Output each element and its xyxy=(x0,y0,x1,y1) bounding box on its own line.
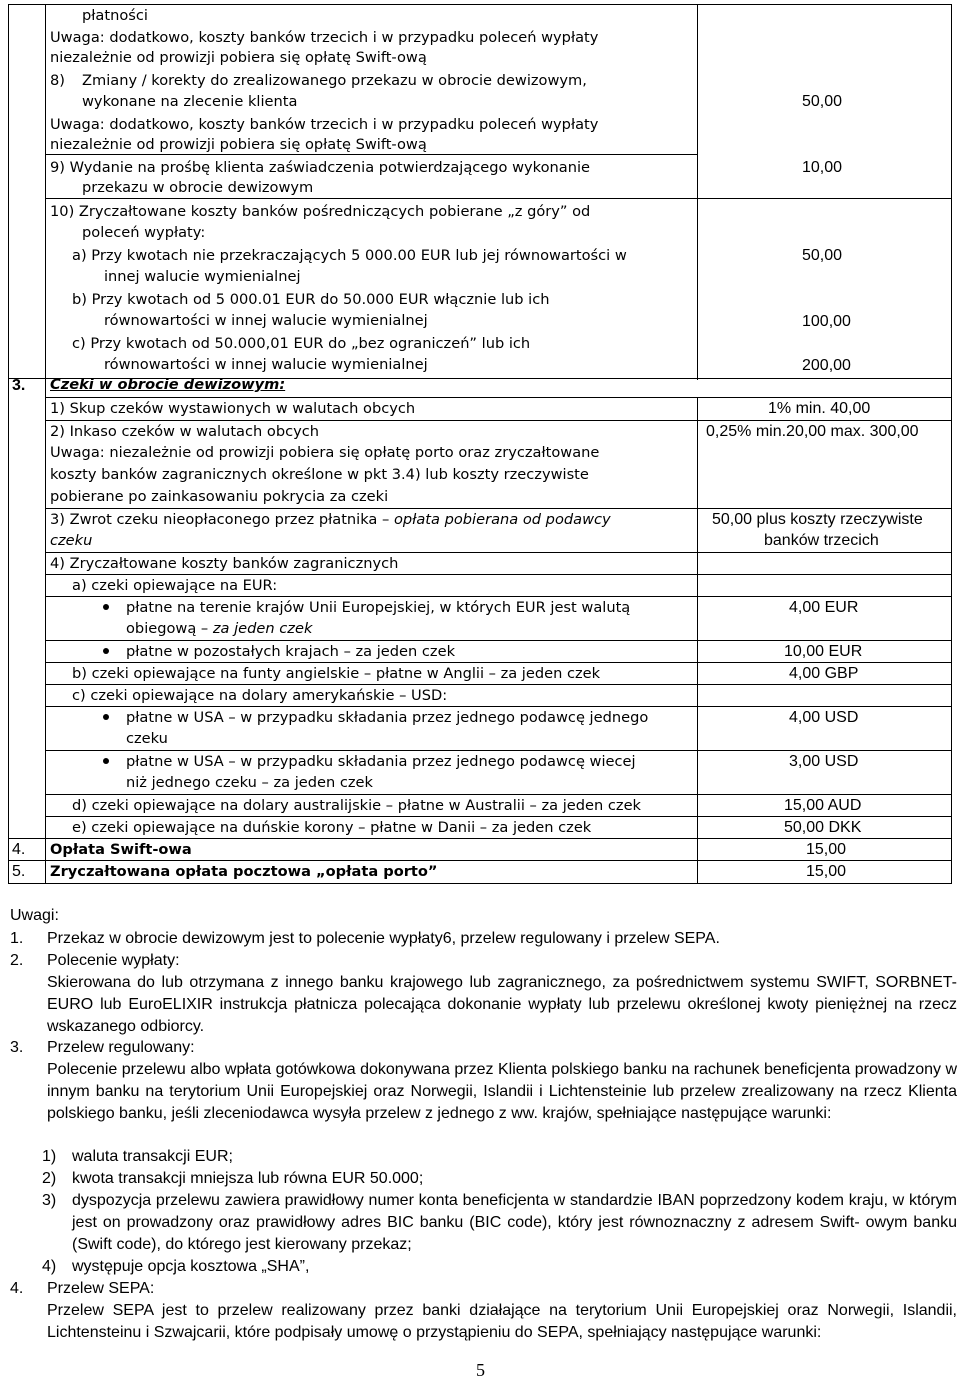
cell-text: a) Przy kwotach nie przekraczających 5 000.00 EUR lub jej równowartości w xyxy=(72,247,627,264)
note-body: Polecenie przelewu albo wpłata gotówkowa dokonywana przez Klienta polskiego banku na rachunek beneficjenta prowadzony w innym banku na terytorium Unii Europejskiej oraz Norwegii, Islandii i Lichtensteinie lub przelew zrealizowany na rzecz Klienta polskiego banku, jeśli zleceniodawca wysyła przelew z jednego z ww. krajów, spełniające następujące warunki: xyxy=(47,1061,957,1122)
cell-text: niż jednego czeku – za jeden czek xyxy=(126,774,373,791)
cell-value: 10,00 xyxy=(802,159,843,176)
bullet-icon xyxy=(103,648,109,654)
note-title: Polecenie wypłaty: xyxy=(47,952,180,969)
bullet-icon xyxy=(103,604,109,610)
cell-text: Uwaga: dodatkowo, koszty banków trzecich i w przypadku poleceń wypłaty xyxy=(50,29,599,46)
cell-text: 2) Inkaso czeków w walutach obcych xyxy=(50,423,320,440)
table-border-bottom xyxy=(8,883,952,884)
page-number: 5 xyxy=(476,1360,485,1380)
cell-text: innej walucie wymienialnej xyxy=(104,268,301,285)
cell-value: 10,00 EUR xyxy=(784,643,863,660)
table-border-right xyxy=(951,4,952,884)
section-title: Zryczałtowana opłata pocztowa „opłata porto” xyxy=(50,863,438,880)
cell-text: niezależnie od prowizji pobiera się opłatę Swift-ową xyxy=(50,136,427,153)
bullet-icon xyxy=(103,714,109,720)
table-border-left xyxy=(8,4,9,884)
bullet-icon xyxy=(103,758,109,764)
cell-text: koszty banków zagranicznych określone w pkt 3.4) lub koszty rzeczywiste xyxy=(50,466,589,483)
note-body: Skierowana do lub otrzymana z innego banku krajowego lub zagranicznego, za pośrednictwem systemu SWIFT, SORBNET-EURO lub EuroELIXIR instrukcja płatnicza polecająca dokonanie wypłaty lub przelewu określonej kwoty pieniężnej na rzecz wskazanego odbiorcy. xyxy=(47,974,957,1035)
cell-text: 9) Wydanie na prośbę klienta zaświadczenia potwierdzającego wykonanie xyxy=(50,159,591,176)
cell-text: czeku xyxy=(50,532,93,549)
list-item: dyspozycja przelewu zawiera prawidłowy numer konta beneficjenta w standardzie IBAN poprzedzony kodem kraju, w którym jest on prowadzony oraz prawidłowy adres BIC banku (BIC code), który jest równoznaczny z adresem Swift- owym banku (Swift code), do którego jest kierowany przekaz; xyxy=(72,1192,957,1253)
table-border-top xyxy=(8,4,952,5)
cell-text: 4) Zryczałtowane koszty banków zagranicznych xyxy=(50,555,399,572)
note-number: 1. xyxy=(10,930,24,947)
cell-value: 1% min. 40,00 xyxy=(768,400,871,417)
cell-text: płatne w pozostałych krajach – za jeden czek xyxy=(126,643,456,660)
note-body: Przelew SEPA jest to przelew realizowany przez banki działające na terytorium Unii Europejskiej oraz Norwegii, Islandii, Lichtensteinu i Szwajcarii, które podpisały umowę o przystąpieniu do SEPA, spełniający następujące warunki: xyxy=(47,1302,957,1341)
cell-text: płatne na terenie krajów Unii Europejskiej, w których EUR jest walutą xyxy=(126,599,631,616)
list-item: kwota transakcji mniejsza lub równa EUR 50.000; xyxy=(72,1170,424,1187)
cell-text: Uwaga: niezależnie od prowizji pobiera się opłatę porto oraz zryczałtowane xyxy=(50,444,600,461)
cell-text: 10) Zryczałtowane koszty banków pośredniczących pobierane „z góry” od xyxy=(50,203,591,220)
cell-text: Zmiany / korekty do zrealizowanego przekazu w obrocie dewizowym, xyxy=(82,72,587,89)
cell-value: 15,00 xyxy=(806,841,847,858)
cell-text: b) Przy kwotach od 5 000.01 EUR do 50.000 EUR włącznie lub ich xyxy=(72,291,550,308)
cell-value: 4,00 GBP xyxy=(789,665,859,682)
list-number: 4) xyxy=(42,1258,57,1275)
cell-text: wykonane na zlecenie klienta xyxy=(82,93,298,110)
cell-text: c) Przy kwotach od 50.000,01 EUR do „bez ograniczeń” lub ich xyxy=(72,335,531,352)
cell-text: niezależnie od prowizji pobiera się opłatę Swift-ową xyxy=(50,49,427,66)
note-number: 2. xyxy=(10,952,24,969)
cell-value: 100,00 xyxy=(802,313,851,330)
cell-value: 50,00 DKK xyxy=(784,819,862,836)
cell-text: 1) Skup czeków wystawionych w walutach obcych xyxy=(50,400,416,417)
list-item: występuje opcja kosztowa „SHA”, xyxy=(72,1258,310,1275)
table-column-divider xyxy=(697,4,698,380)
cell-text: równowartości w innej walucie wymienialnej xyxy=(104,356,428,373)
cell-value: banków trzecich xyxy=(764,532,879,549)
table-number-column-divider xyxy=(45,4,46,884)
cell-text: a) czeki opiewające na EUR: xyxy=(72,577,278,594)
section-title: Opłata Swift-owa xyxy=(50,841,192,858)
cell-text: poleceń wypłaty: xyxy=(82,224,206,241)
cell-value: 0,25% min.20,00 max. 300,00 xyxy=(706,423,919,440)
cell-value: 3,00 USD xyxy=(789,753,859,770)
cell-text: płatności xyxy=(82,7,148,24)
table-column-divider xyxy=(697,397,698,883)
cell-value: 50,00 plus koszty rzeczywiste xyxy=(712,511,923,528)
cell-text: obiegową – za jeden czek xyxy=(126,620,313,637)
note-title: Przelew regulowany: xyxy=(47,1039,195,1056)
note-number: 4. xyxy=(10,1280,24,1297)
notes-heading: Uwagi: xyxy=(10,907,59,924)
cell-text: e) czeki opiewające na duńskie korony – płatne w Danii – za jeden czek xyxy=(72,819,592,836)
cell-text: d) czeki opiewające na dolary australijskie – płatne w Australii – za jeden czek xyxy=(72,797,642,814)
cell-value: 15,00 AUD xyxy=(784,797,862,814)
section-number: 5. xyxy=(12,863,26,880)
cell-text: równowartości w innej walucie wymienialnej xyxy=(104,312,428,329)
note-number: 3. xyxy=(10,1039,24,1056)
note-title: Przelew SEPA: xyxy=(47,1280,155,1297)
list-number: 1) xyxy=(42,1148,57,1165)
cell-value: 4,00 USD xyxy=(789,709,859,726)
cell-text: 8) xyxy=(50,72,65,89)
cell-value: 4,00 EUR xyxy=(789,599,859,616)
section-number: 4. xyxy=(12,841,26,858)
list-number: 3) xyxy=(42,1192,57,1209)
cell-value: 200,00 xyxy=(802,357,851,374)
cell-text: płatne w USA – w przypadku składania przez jednego podawcę jednego xyxy=(126,709,649,726)
cell-text: czeku xyxy=(126,730,168,747)
section-title: Czeki w obrocie dewizowym: xyxy=(50,376,286,393)
cell-text: przekazu w obrocie dewizowym xyxy=(82,179,314,196)
cell-text: pobierane po zainkasowaniu pokrycia za czeki xyxy=(50,488,389,505)
list-number: 2) xyxy=(42,1170,57,1187)
list-item: waluta transakcji EUR; xyxy=(72,1148,233,1165)
cell-text: c) czeki opiewające na dolary amerykańskie – USD: xyxy=(72,687,448,704)
note-text: Przekaz w obrocie dewizowym jest to polecenie wypłaty6, przelew regulowany i przelew SEPA. xyxy=(47,930,720,947)
cell-value: 50,00 xyxy=(802,93,843,110)
section-number: 3. xyxy=(12,377,26,394)
cell-text: płatne w USA – w przypadku składania przez jednego podawcę wiecej xyxy=(126,753,636,770)
cell-text: 3) Zwrot czeku nieopłaconego przez płatnika – opłata pobierana od podawcy xyxy=(50,511,611,528)
cell-value: 50,00 xyxy=(802,247,843,264)
cell-text: Uwaga: dodatkowo, koszty banków trzecich i w przypadku poleceń wypłaty xyxy=(50,116,599,133)
cell-value: 15,00 xyxy=(806,863,847,880)
cell-text: b) czeki opiewające na funty angielskie – płatne w Anglii – za jeden czek xyxy=(72,665,601,682)
